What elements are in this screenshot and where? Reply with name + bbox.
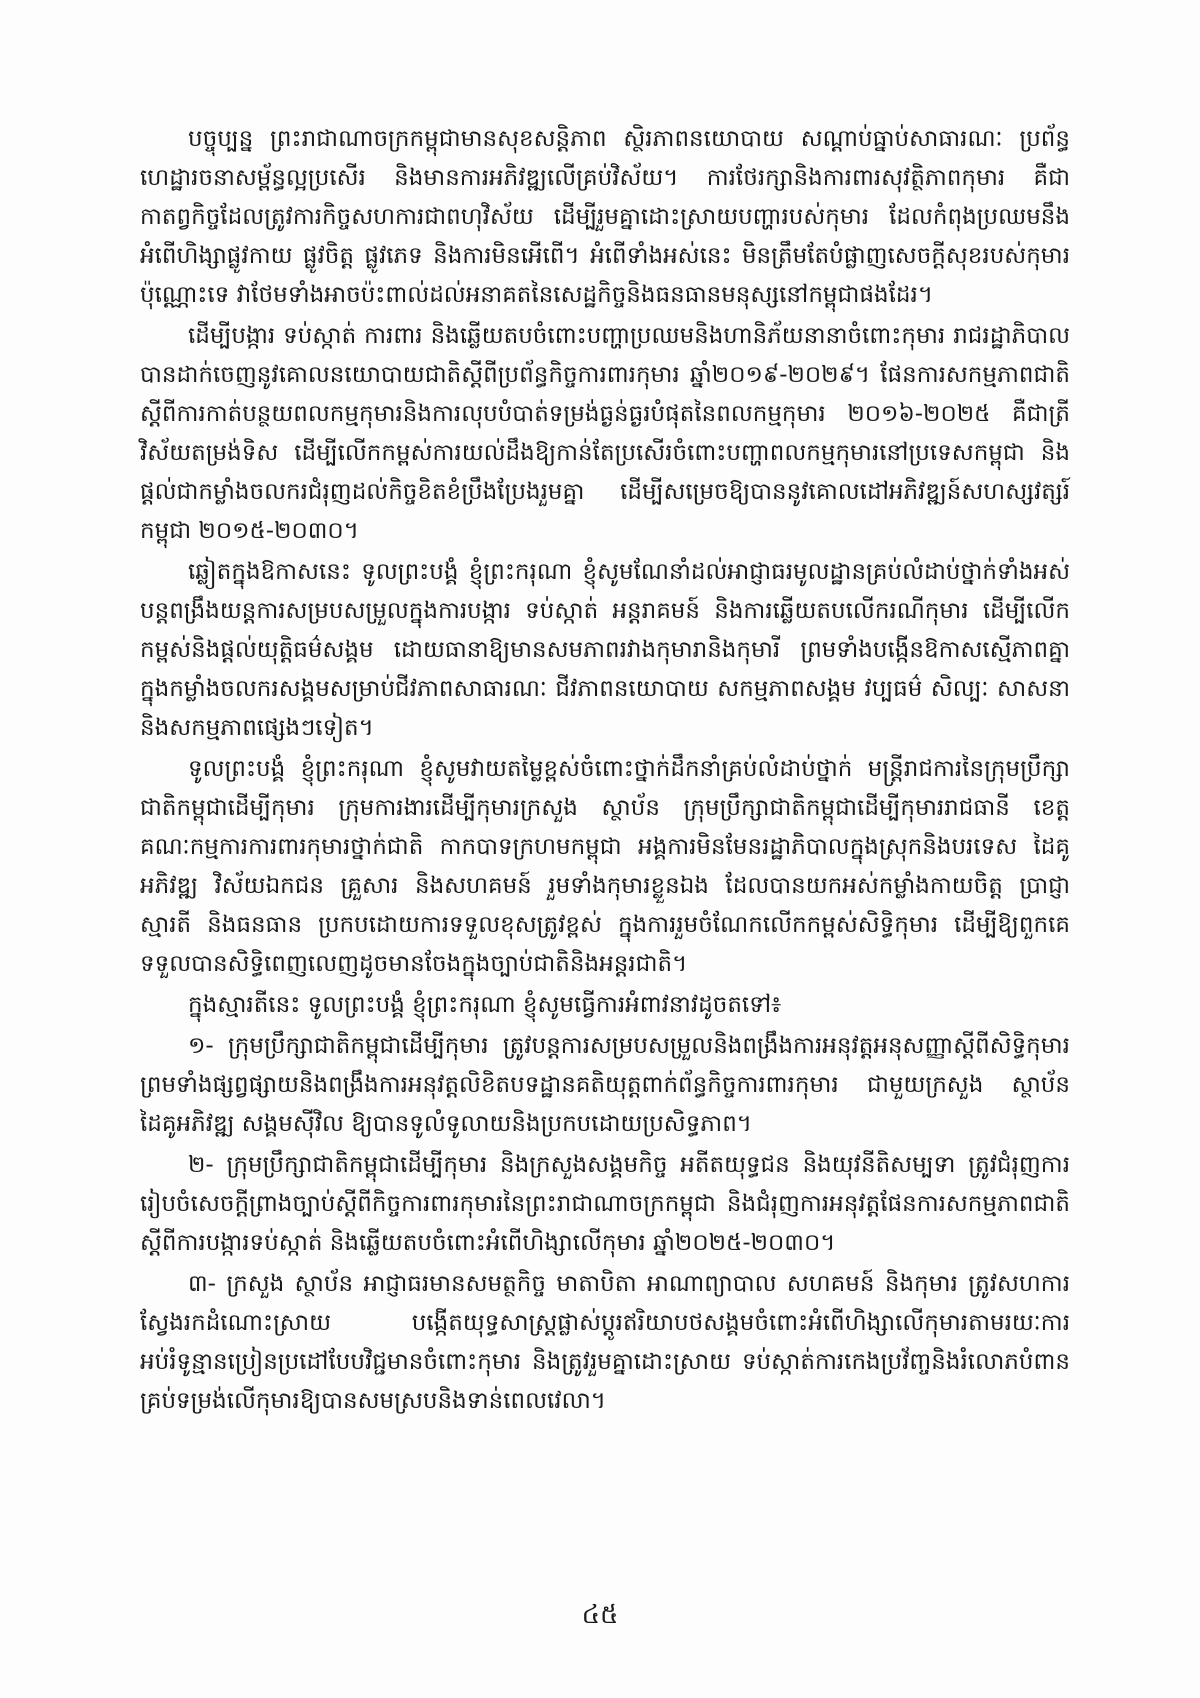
paragraph-3: ឆ្លៀតក្នុងឱកាសនេះ ទូលព្រះបង្គំ ខ្ញុំព្រះករុណា ខ្ញុំសូមណែនាំដល់អាជ្ញាធរមូលដ្ឋានគ្រប់លំដាប់ថ្នាក់ទាំងអស់ បន្តពង្រឹងយន្តការសម្របសម្រួលក្នុងការបង្ការ ទប់ស្កាត់ អន្តរាគមន៍ និងការឆ្លើយតបលើករណីកុមារ ដើម្បីលើកកម្ពស់និងផ្តល់យុត្តិធម៌សង្គម ដោយធានាឱ្យមានសមភាពរវាងកុមារានិងកុមារី ព្រមទាំងបង្កើនឱកាសស្មើភាពគ្នាក្នុងកម្លាំងចលករសង្គមសម្រាប់ជីវភាពសាធារណៈ ជីវភាពនយោបាយ សកម្មភាពសង្គម វប្បធម៌ សិល្បៈ សាសនា និងសកម្មភាពផ្សេងៗទៀត។ <box>140 559 1070 741</box>
paragraph-4: ទូលព្រះបង្គំ ខ្ញុំព្រះករុណា ខ្ញុំសូមវាយតម្លៃខ្ពស់ចំពោះថ្នាក់ដឹកនាំគ្រប់លំដាប់ថ្នាក់ មន្ត្រីរាជការនៃក្រុមប្រឹក្សាជាតិកម្ពុជាដើម្បីកុមារ ក្រុមការងារដើម្បីកុមារក្រសួង ស្ថាប័ន ក្រុមប្រឹក្សាជាតិកម្ពុជាដើម្បីកុមាររាជធានី ខេត្ត គណៈកម្មការការពារកុមារថ្នាក់ជាតិ កាកបាទក្រហមកម្ពុជា អង្គការមិនមែនរដ្ឋាភិបាលក្នុងស្រុកនិងបរទេស ដៃគូអភិវឌ្ឍ វិស័យឯកជន គ្រួសារ និងសហគមន៍ រួមទាំងកុមារខ្លួនឯង ដែលបានយកអស់កម្លាំងកាយចិត្ត ប្រាជ្ញា ស្មារតី និងធនធាន ប្រកបដោយការទទួលខុសត្រូវខ្ពស់ ក្នុងការរួមចំណែកលើកកម្ពស់សិទ្ធិកុមារ ដើម្បីឱ្យពួកគេទទួលបានសិទ្ធិពេញលេញដូចមានចែងក្នុងច្បាប់ជាតិនិងអន្តរជាតិ។ <box>140 756 1070 977</box>
paragraph-item-2: ២- ក្រុមប្រឹក្សាជាតិកម្ពុជាដើម្បីកុមារ និងក្រសួងសង្គមកិច្ច អតីតយុទ្ធជន និងយុវនីតិសម្បទា ត្រូវជំរុញការរៀបចំសេចក្តីព្រាងច្បាប់ស្តីពីកិច្ចការពារកុមារនៃព្រះរាជាណាចក្រកម្ពុជា និងជំរុញការអនុវត្តផែនការសកម្មភាពជាតិស្តីពីការបង្ការទប់ស្កាត់ និងឆ្លើយតបចំពោះអំពើហិង្សាលើកុមារ ឆ្នាំ២០២៥-២០៣០។ <box>140 1152 1070 1256</box>
page-number: ៤៥ <box>581 1600 619 1630</box>
paragraph-item-1: ១- ក្រុមប្រឹក្សាជាតិកម្ពុជាដើម្បីកុមារ ត្រូវបន្តការសម្របសម្រួលនិងពង្រឹងការអនុវត្តអនុសញ្ញាស្តីពីសិទ្ធិកុមារ ព្រមទាំងផ្សព្វផ្សាយនិងពង្រឹងការអនុវត្តលិខិតបទដ្ឋានគតិយុត្តពាក់ព័ន្ធកិច្ចការពារកុមារ ជាមួយក្រសួង ស្ថាប័ន ដៃគូអភិវឌ្ឍ សង្គមស៊ីវិល ឱ្យបានទូលំទូលាយនិងប្រកបដោយប្រសិទ្ធភាព។ <box>140 1033 1070 1137</box>
document-body <box>140 120 1070 1423</box>
paragraph-item-3: ៣- ក្រសួង ស្ថាប័ន អាជ្ញាធរមានសមត្ថកិច្ច មាតាបិតា អាណាព្យាបាល សហគមន៍ និងកុមារ ត្រូវសហការស្វែងរកដំណោះស្រាយ បង្កើតយុទ្ធសាស្ត្រផ្លាស់ប្តូរឥរិយាបថសង្គមចំពោះអំពើហិង្សាលើកុមារតាមរយៈការអប់រំទូន្មានប្រៀនប្រដៅបែបវិជ្ជមានចំពោះកុមារ និងត្រូវរួមគ្នាដោះស្រាយ ទប់ស្កាត់ការកេងប្រវ័ញ្ចនិងរំលោភបំពានគ្រប់ទម្រង់លើកុមារឱ្យបានសមស្របនិងទាន់ពេលវេលា។ <box>140 1271 1070 1414</box>
paragraph-1: បច្ចុប្បន្ន ព្រះរាជាណាចក្រកម្ពុជាមានសុខសន្តិភាព ស្ថិរភាពនយោបាយ សណ្តាប់ធ្នាប់សាធារណៈ ប្រព័ន្ធហេដ្ឋារចនាសម្ព័ន្ធល្អប្រសើរ និងមានការអភិវឌ្ឍលើគ្រប់វិស័យ។ ការថែរក្សានិងការពារសុវត្ថិភាពកុមារ គឺជាកាតព្វកិច្ចដែលត្រូវការកិច្ចសហការជាពហុវិស័យ ដើម្បីរួមគ្នាដោះស្រាយបញ្ហារបស់កុមារ ដែលកំពុងប្រឈមនឹងអំពើហិង្សាផ្លូវកាយ ផ្លូវចិត្ត ផ្លូវភេទ និងការមិនអើពើ។ អំពើទាំងអស់នេះ មិនត្រឹមតែបំផ្លាញសេចក្តីសុខរបស់កុមារប៉ុណ្ណោះទេ វាថែមទាំងអាចប៉ះពាល់ដល់អនាគតនៃសេដ្ឋកិច្ចនិងធនធានមនុស្សនៅកម្ពុជាផងដែរ។ <box>140 126 1070 308</box>
paragraph-5: ក្នុងស្មារតីនេះ ទូលព្រះបង្គំ ខ្ញុំព្រះករុណា ខ្ញុំសូមធ្វើការអំពាវនាវដូចតទៅ៖ <box>188 992 782 1018</box>
paragraph-2: ដើម្បីបង្ការ ទប់ស្កាត់ ការពារ និងឆ្លើយតបចំពោះបញ្ហាប្រឈមនិងហានិភ័យនានាចំពោះកុមារ រាជរដ្ឋាភិបាលបានដាក់ចេញនូវគោលនយោបាយជាតិស្តីពីប្រព័ន្ធកិច្ចការពារកុមារ ឆ្នាំ២០១៩-២០២៩។ ផែនការសកម្មភាពជាតិស្តីពីការកាត់បន្ថយពលកម្មកុមារនិងការលុបបំបាត់ទម្រង់ធ្ងន់ធ្ងរបំផុតនៃពលកម្មកុមារ ២០១៦-២០២៥ គឺជាត្រីវិស័យតម្រង់ទិស ដើម្បីលើកកម្ពស់ការយល់ដឹងឱ្យកាន់តែប្រសើរចំពោះបញ្ហាពលកម្មកុមារនៅប្រទេសកម្ពុជា និងផ្តល់ជាកម្លាំងចលករជំរុញដល់កិច្ចខិតខំប្រឹងប្រែងរួមគ្នា ដើម្បីសម្រេចឱ្យបាននូវគោលដៅអភិវឌ្ឍន៍សហស្សវត្សរ៍កម្ពុជា ២០១៥-២០៣០។ <box>140 323 1070 544</box>
